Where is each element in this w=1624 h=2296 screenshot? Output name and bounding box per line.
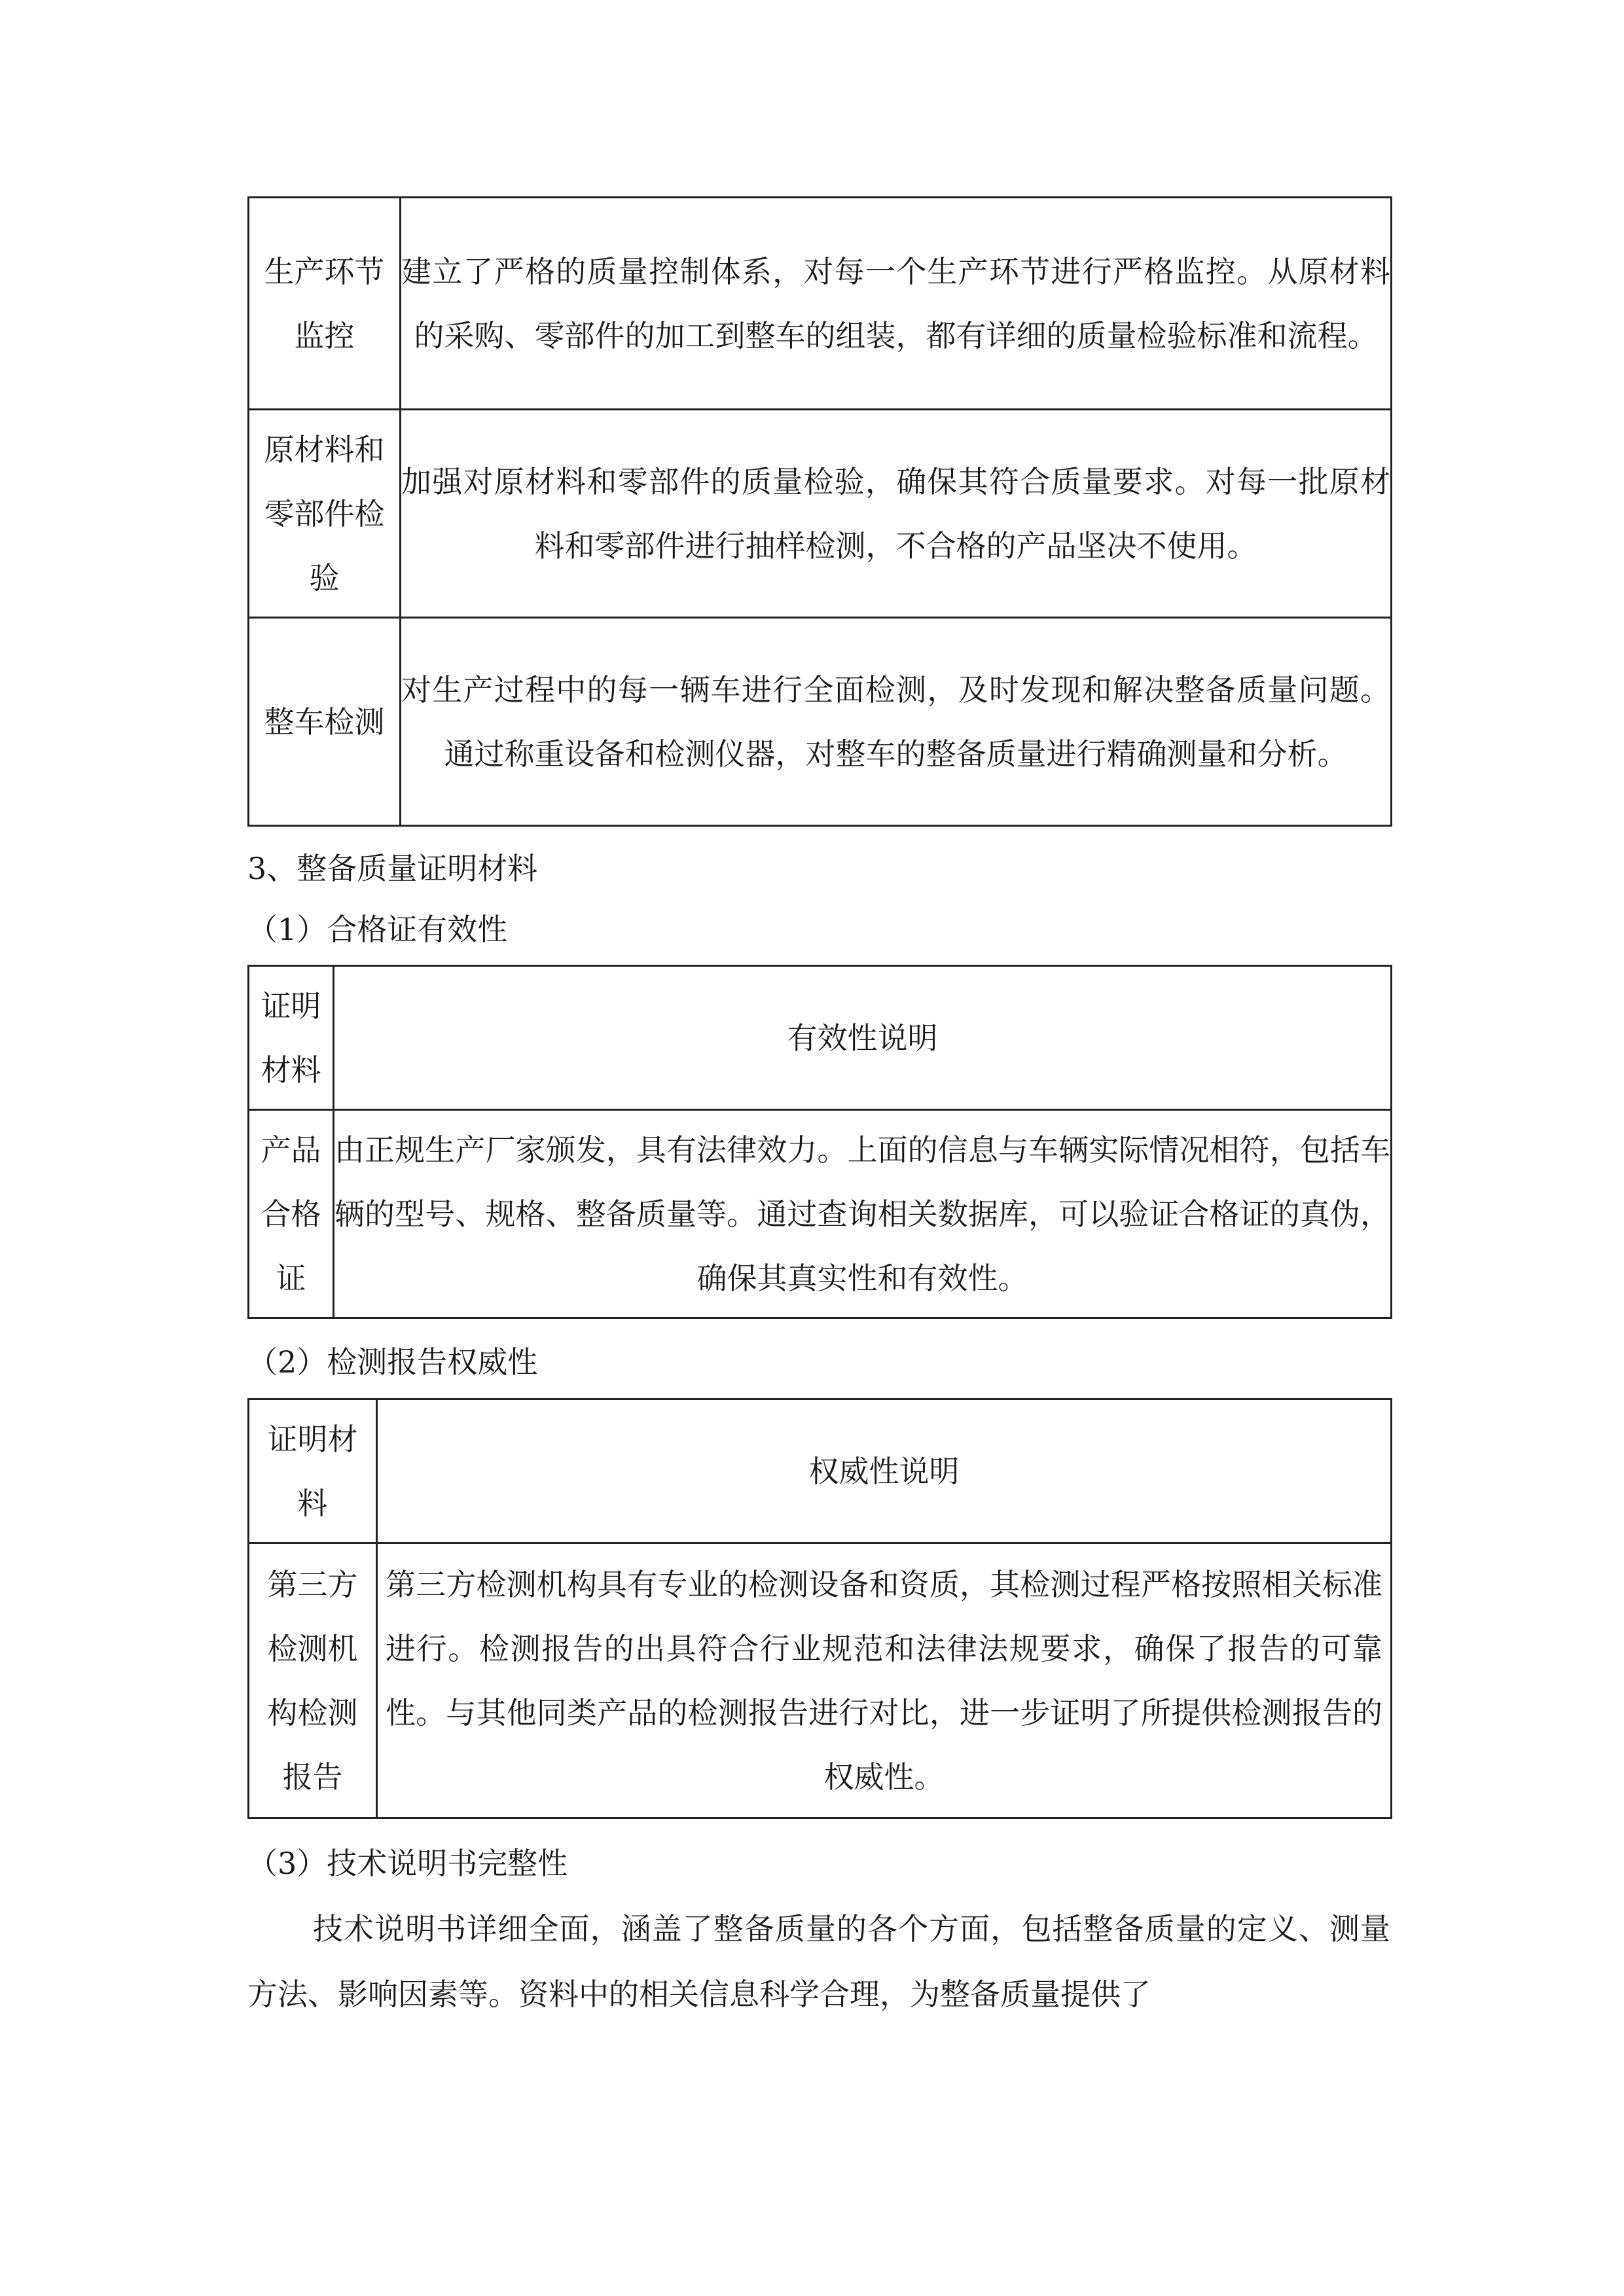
table-row — [249, 1110, 1392, 1318]
table-header-label: 证明材料 — [249, 1399, 377, 1543]
report-authority-table — [247, 1398, 1392, 1819]
table-row-label: 产品合格证 — [249, 1110, 334, 1318]
section-3-heading: 3、整备质量证明材料 — [247, 851, 538, 886]
table-row-content: 第三方检测机构具有专业的检测设备和资质，其检测过程严格按照相关标准进行。检测报告的出具符合行业规范和法律法规要求，确保了报告的可靠性。与其他同类产品的检测报告进行对比，进一步证明了所提供检测报告的权威性。 — [377, 1543, 1392, 1818]
table-row — [249, 198, 1392, 410]
table-row-content: 加强对原材料和零部件的质量检验，确保其符合质量要求。对每一批原材料和零部件进行抽样检测，不合格的产品坚决不使用。 — [401, 410, 1392, 618]
subsection-1-heading: （1）合格证有效性 — [247, 912, 508, 947]
table-row-content: 由正规生产厂家颁发，具有法律效力。上面的信息与车辆实际情况相符，包括车辆的型号、规格、整备质量等。通过查询相关数据库，可以验证合格证的真伪，确保其真实性和有效性。 — [334, 1110, 1392, 1318]
table-header-content: 权威性说明 — [377, 1399, 1392, 1543]
table-row — [249, 1543, 1392, 1818]
table-header-row — [249, 966, 1392, 1110]
body-paragraph: 技术说明书详细全面，涵盖了整备质量的各个方面，包括整备质量的定义、测量方法、影响因素等。资料中的相关信息科学合理，为整备质量提供了 — [247, 1911, 1390, 2012]
table-header-content: 有效性说明 — [334, 966, 1392, 1110]
table-row — [249, 618, 1392, 826]
table-header-row — [249, 1399, 1392, 1543]
table-row-label: 生产环节监控 — [249, 198, 401, 410]
table-row-label: 原材料和零部件检验 — [249, 410, 401, 618]
quality-control-table — [247, 196, 1392, 827]
subsection-3-heading: （3）技术说明书完整性 — [247, 1846, 568, 1881]
table-header-label: 证明材料 — [249, 966, 334, 1110]
table-row-content: 对生产过程中的每一辆车进行全面检测，及时发现和解决整备质量问题。通过称重设备和检测仪器，对整车的整备质量进行精确测量和分析。 — [401, 618, 1392, 826]
table-row-label: 整车检测 — [249, 618, 401, 826]
table-row — [249, 410, 1392, 618]
table-row-content: 建立了严格的质量控制体系，对每一个生产环节进行严格监控。从原材料的采购、零部件的加工到整车的组装，都有详细的质量检验标准和流程。 — [401, 198, 1392, 410]
certificate-validity-table — [247, 965, 1392, 1319]
table-row-label: 第三方检测机构检测报告 — [249, 1543, 377, 1818]
subsection-2-heading: （2）检测报告权威性 — [247, 1344, 538, 1380]
